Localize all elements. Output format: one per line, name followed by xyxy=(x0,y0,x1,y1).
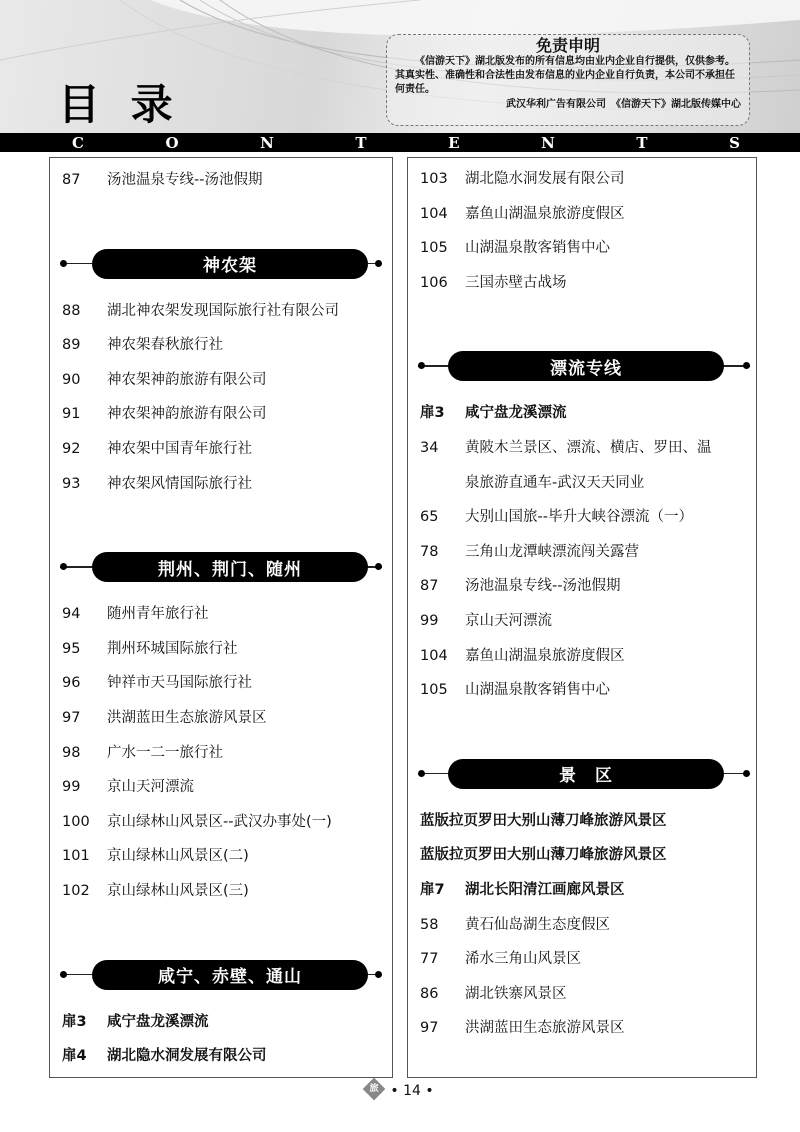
toc-page-number: 104 xyxy=(420,647,448,664)
page-number xyxy=(0,1083,800,1099)
toc-page-number: 87 xyxy=(62,172,81,188)
toc-page-number: 105 xyxy=(420,240,448,257)
disclaimer-title: 免责申明 xyxy=(535,36,600,55)
toc-page-number: 58 xyxy=(420,916,439,933)
toc-entry-title: 嘉鱼山湖温泉旅游度假区 xyxy=(465,647,625,664)
toc-page-number: 105 xyxy=(420,682,448,699)
page-number-text: • 14 • xyxy=(390,1083,434,1099)
toc-entry-title: 京山绿林山风景区(二) xyxy=(107,848,249,865)
toc-entry-title: 湖北隐水洞发展有限公司 xyxy=(107,1048,267,1065)
contents-letter: N xyxy=(260,133,274,152)
disclaimer-body: 《信游天下》湖北版发布的所有信息均由业内企业自行提供，仅供参考。其真实性、准确性和合法性由发布信息的业内企业自行负责，本公司不承担任何责任。 xyxy=(395,56,735,95)
toc-entry-title: 浠水三角山风景区 xyxy=(465,951,581,968)
section-dot-icon xyxy=(375,971,382,978)
toc-entry-title: 黄陂木兰景区、漂流、横店、罗田、温 xyxy=(465,440,712,456)
toc-page-number: 扉3 xyxy=(420,405,445,422)
toc-page-number: 94 xyxy=(62,606,81,623)
section-dot-icon xyxy=(418,770,425,777)
toc-page-number: 扉7 xyxy=(420,882,445,898)
section-header xyxy=(60,249,382,279)
section-header xyxy=(60,960,382,990)
toc-page-number: 65 xyxy=(420,509,439,526)
toc-page-number: 87 xyxy=(420,578,439,595)
toc-entry-title: 湖北长阳清江画廊风景区 xyxy=(465,882,625,898)
toc-entry-title: 汤池温泉专线--汤池假期 xyxy=(465,578,621,595)
section-dot-icon xyxy=(60,563,67,570)
toc-entry-title: 洪湖蓝田生态旅游风景区 xyxy=(465,1020,625,1037)
section-dot-icon xyxy=(375,563,382,570)
toc-entry-title: 黄石仙岛湖生态度假区 xyxy=(465,916,610,933)
toc-page-number: 78 xyxy=(420,543,439,560)
section-dot-icon xyxy=(418,362,425,369)
toc-page-number: 扉3 xyxy=(62,1013,87,1030)
toc-page-number: 99 xyxy=(420,613,439,629)
toc-entry-title: 咸宁盘龙溪漂流 xyxy=(107,1013,209,1030)
right-column xyxy=(407,157,757,1078)
toc-page-number: 91 xyxy=(62,406,81,423)
section-header xyxy=(418,759,750,789)
section-dot-icon xyxy=(743,362,750,369)
toc-entry-title: 三角山龙潭峡漂流闯关露营 xyxy=(465,543,639,560)
toc-entry-title: 三国赤壁古战场 xyxy=(465,274,567,291)
toc-entry-title: 京山天河漂流 xyxy=(107,779,194,796)
toc-page-number: 103 xyxy=(420,171,448,187)
toc-page-number: 98 xyxy=(62,744,81,761)
toc-entry-title: 随州青年旅行社 xyxy=(107,606,209,623)
toc-page-number: 106 xyxy=(420,274,448,291)
toc-page-number: 96 xyxy=(62,675,81,692)
toc-page-number: 100 xyxy=(62,813,90,830)
toc-page-number: 102 xyxy=(62,883,90,899)
toc-entry-title: 京山绿林山风景区--武汉办事处(一) xyxy=(107,813,332,830)
contents-bar xyxy=(0,133,800,152)
toc-entry-title: 山湖温泉散客销售中心 xyxy=(465,240,610,257)
toc-page-number: 扉4 xyxy=(62,1048,87,1065)
toc-entry-title: 湖北铁寨风景区 xyxy=(465,985,567,1002)
contents-letter: T xyxy=(636,133,648,152)
toc-entry-title: 湖北神农架发现国际旅行社有限公司 xyxy=(107,302,339,319)
toc-page-number: 97 xyxy=(62,710,81,726)
toc-entry-title: 京山绿林山风景区(三) xyxy=(107,883,249,899)
toc-entry-title: 荆州环城国际旅行社 xyxy=(107,640,238,657)
toc-page-number: 90 xyxy=(62,371,81,388)
toc-entry-title: 京山天河漂流 xyxy=(465,613,552,629)
section-header xyxy=(418,351,750,381)
toc-entry-title: 嘉鱼山湖温泉旅游度假区 xyxy=(465,205,625,222)
section-dot-icon xyxy=(743,770,750,777)
toc-entry-title: 钟祥市天马国际旅行社 xyxy=(107,675,252,692)
toc-page-number: 34 xyxy=(420,440,439,456)
section-title: 漂流专线 xyxy=(448,351,724,381)
left-column xyxy=(49,157,393,1078)
section-title: 景 区 xyxy=(448,759,724,789)
toc-page-number: 101 xyxy=(62,848,90,865)
toc-entry-title: 汤池温泉专线--汤池假期 xyxy=(107,172,263,188)
contents-letter: O xyxy=(165,133,179,152)
disclaimer-footer: 武汉华利广告有限公司 《信游天下》湖北版传媒中心 xyxy=(506,99,741,110)
toc-page-number: 93 xyxy=(62,475,81,492)
toc-entry-title: 神农架神韵旅游有限公司 xyxy=(107,371,267,388)
toc-entry-title: 泉旅游直通车-武汉天天同业 xyxy=(465,474,645,491)
toc-entry-title: 神农架风情国际旅行社 xyxy=(107,475,252,492)
contents-letter: T xyxy=(355,133,367,152)
section-header xyxy=(60,552,382,582)
contents-letter: C xyxy=(72,133,84,152)
toc-entry-title: 湖北隐水洞发展有限公司 xyxy=(465,171,625,187)
section-title: 荆州、荆门、随州 xyxy=(92,552,368,582)
contents-letter: S xyxy=(729,133,740,152)
section-dot-icon xyxy=(375,260,382,267)
toc-entry-title: 大别山国旅--毕升大峡谷漂流（一） xyxy=(465,509,693,526)
travel-badge-label: 旅 xyxy=(369,1084,379,1094)
toc-entry-title: 蓝版拉页罗田大别山薄刀峰旅游风景区 xyxy=(420,847,667,864)
toc-page-number: 104 xyxy=(420,205,448,222)
toc-entry-title: 广水一二一旅行社 xyxy=(107,744,223,761)
toc-entry-title: 洪湖蓝田生态旅游风景区 xyxy=(107,710,267,726)
toc-page-number: 88 xyxy=(62,302,81,319)
toc-page-number: 89 xyxy=(62,337,81,354)
toc-page-number: 86 xyxy=(420,985,439,1002)
toc-entry-title: 神农架春秋旅行社 xyxy=(107,337,223,354)
section-dot-icon xyxy=(60,971,67,978)
contents-letter: E xyxy=(448,133,460,152)
page-header xyxy=(0,0,800,133)
page-title: 目 录 xyxy=(58,80,181,129)
section-dot-icon xyxy=(60,260,67,267)
disclaimer-box xyxy=(386,34,750,126)
contents-letter: N xyxy=(541,133,555,152)
toc-page-number: 77 xyxy=(420,951,439,968)
toc-entry-title: 神农架中国青年旅行社 xyxy=(107,441,252,457)
section-title: 神农架 xyxy=(92,249,368,279)
toc-page-number: 95 xyxy=(62,640,81,657)
section-title: 咸宁、赤壁、通山 xyxy=(92,960,368,990)
toc-page-number: 97 xyxy=(420,1020,439,1037)
toc-entry-title: 咸宁盘龙溪漂流 xyxy=(465,405,567,422)
toc-entry-title: 蓝版拉页罗田大别山薄刀峰旅游风景区 xyxy=(420,812,667,829)
travel-badge-icon xyxy=(363,1078,386,1101)
toc-entry-title: 山湖温泉散客销售中心 xyxy=(465,682,610,699)
toc-page-number: 99 xyxy=(62,779,81,796)
toc-page-number: 92 xyxy=(62,441,81,457)
toc-entry-title: 神农架神韵旅游有限公司 xyxy=(107,406,267,423)
